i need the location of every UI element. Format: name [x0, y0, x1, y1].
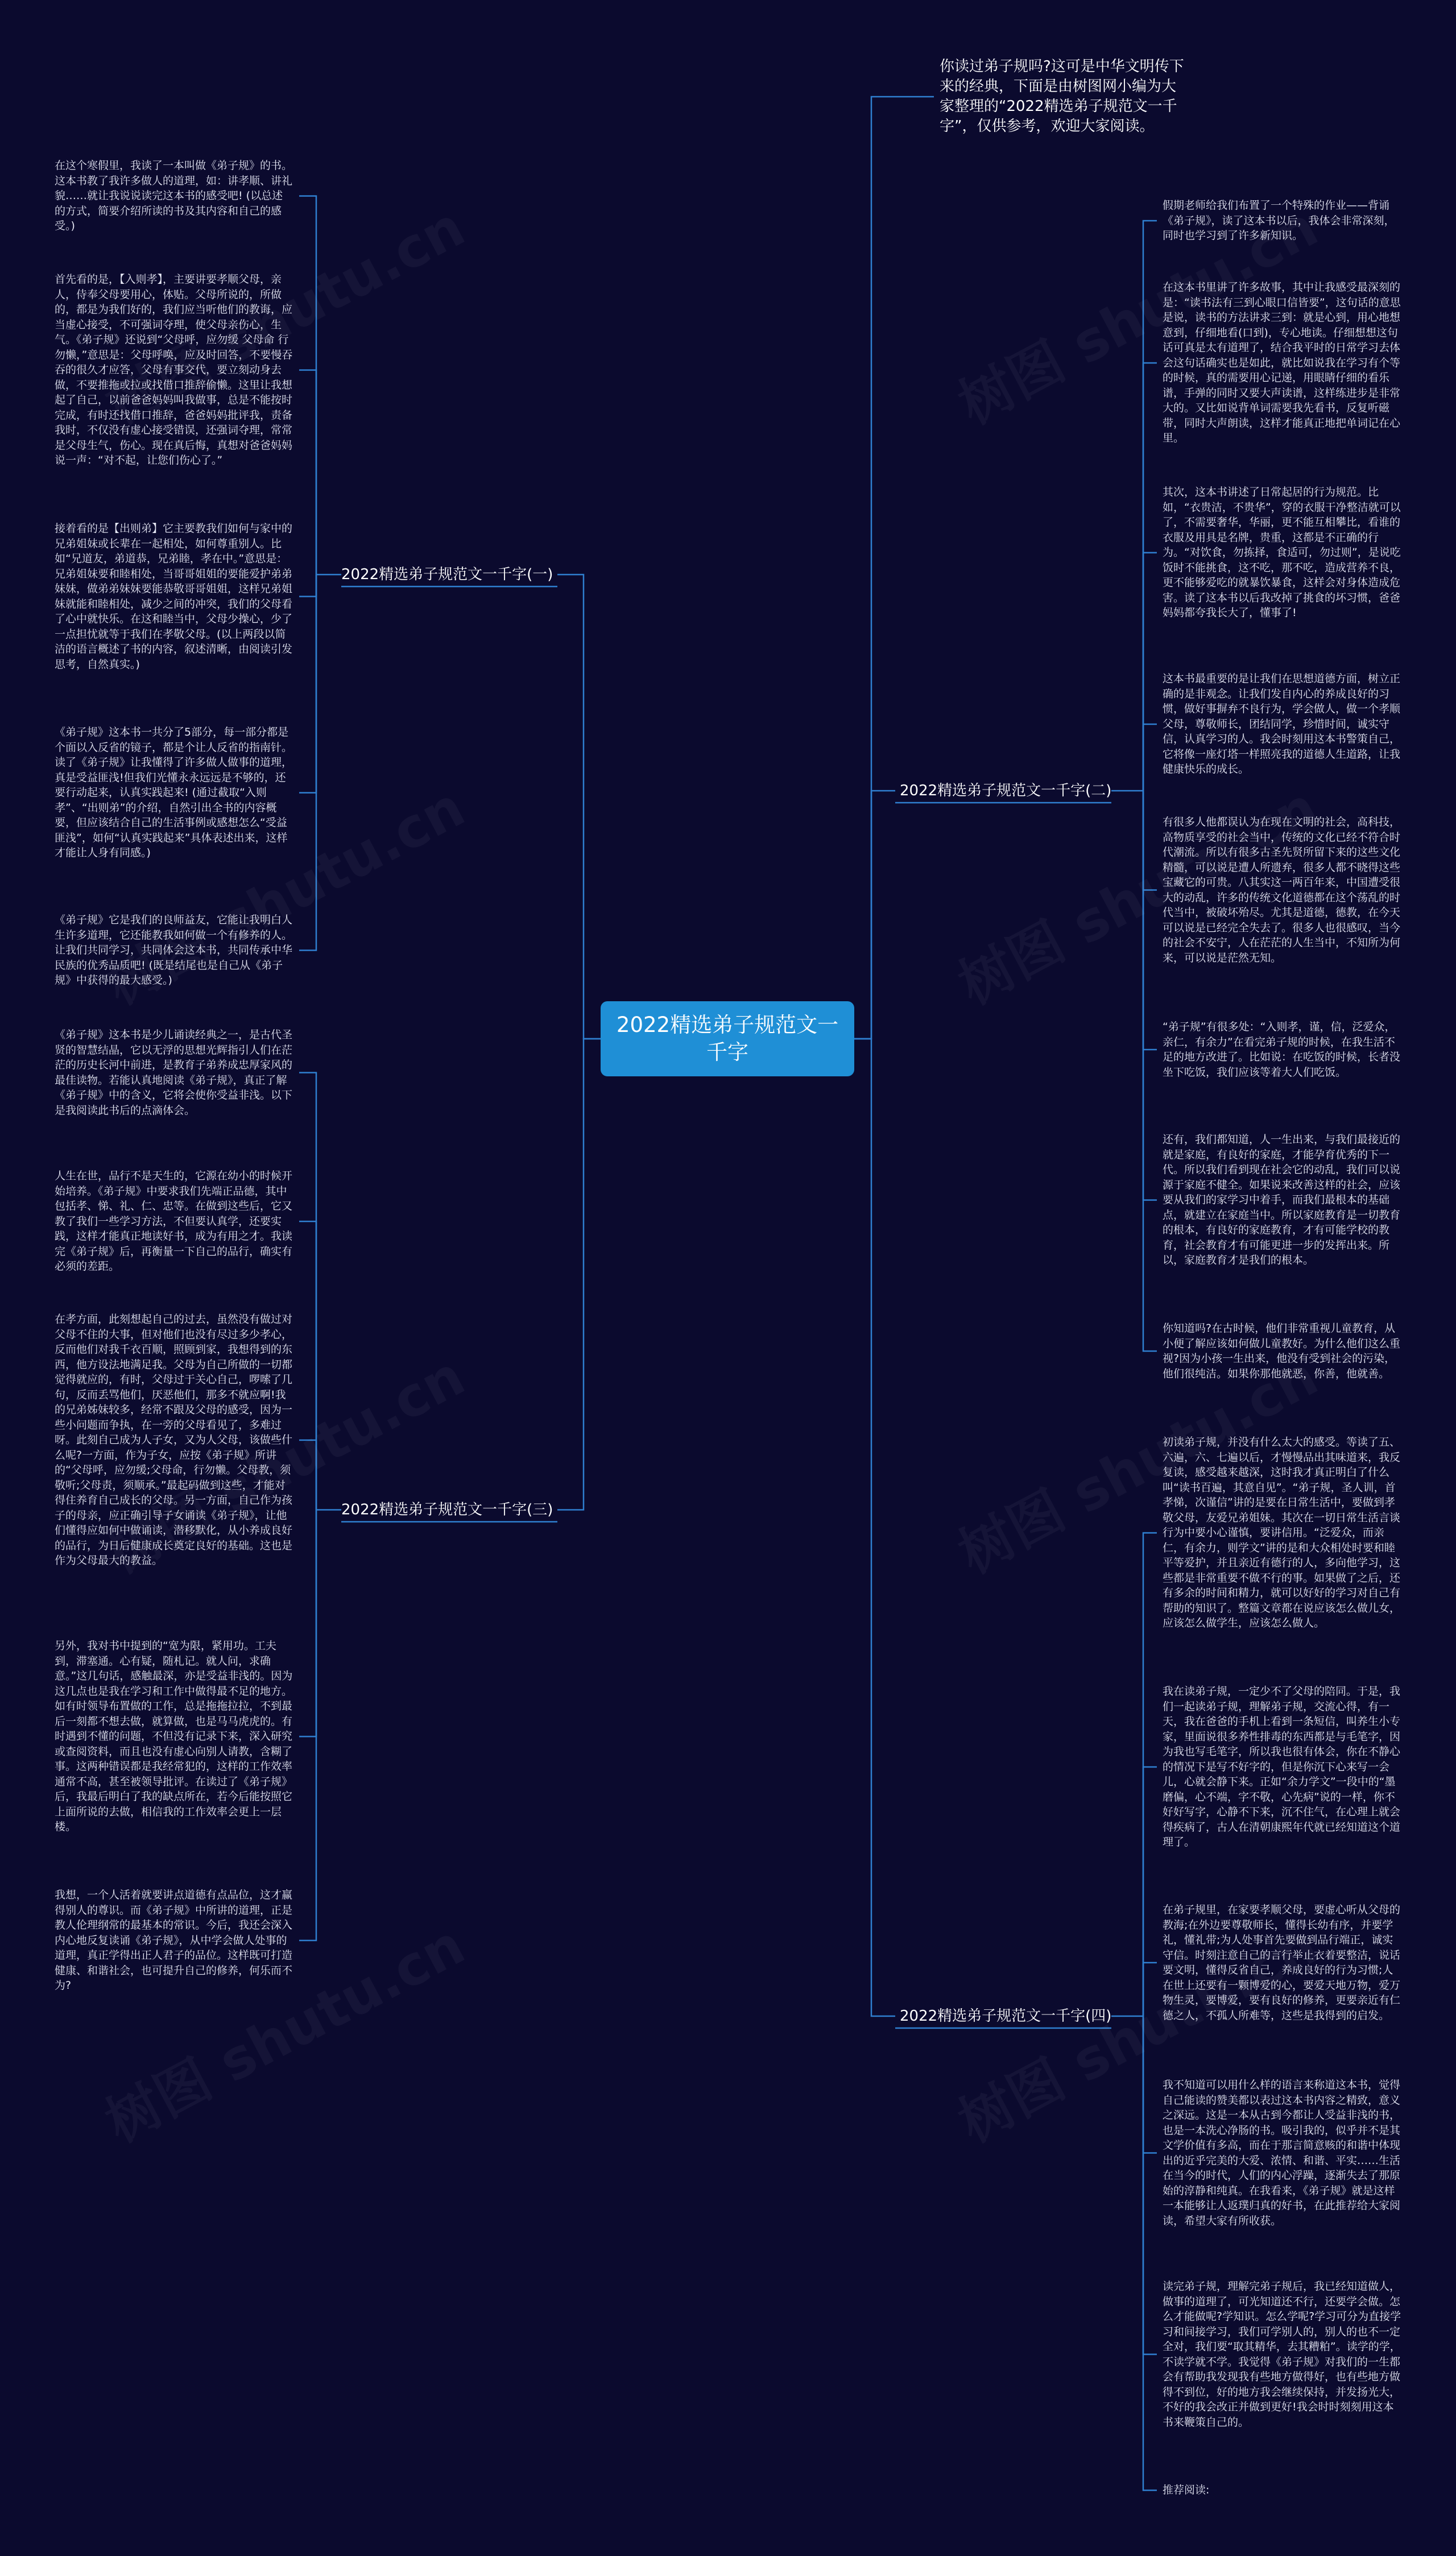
intro-note[interactable]: 你读过弟子规吗?这可是中华文明传下来的经典，下面是由树图网小编为大家整理的“2022精选弟子规范文一千字”，仅供参考，欢迎大家阅读。 [940, 58, 1184, 135]
leaf-note[interactable]: 这本书最重要的是让我们在思想道德方面，树立正确的是非观念。让我们发自内心的养成良好的习惯，做好事摒弃不良行为，学会做人，做一个孝顺父母，尊敬师长，团结同学，珍惜时间，诚实守信，认真学习的人。我会时刻用这本书警策自己，它将像一座灯塔一样照亮我的道德人生道路，让我健康快乐的成长。 [1163, 672, 1401, 775]
leaf-note[interactable]: 我在读弟子规，一定少不了父母的陪同。于是，我们一起读弟子规，理解弟子规，交流心得，有一天，我在爸爸的手机上看到一条短信，叫养生小专家，里面说很多养性排毒的东西都是与毛笔字，因为我也写毛笔字，所以我也很有体会，你在不静心的情况下是写不好字的，但是你沉下心来写一会儿，心就会静下来。正如“余力学文”一段中的“墨磨偏，心不端，字不敬，心先病”说的一样，你不好好写字，心静不下来，沉不住气，在心理上就会得疾病了，古人在清朝康熙年代就已经知道这个道理了。 [1163, 1685, 1401, 1848]
connector-line [1143, 1963, 1157, 2016]
connector-line [1143, 363, 1157, 791]
leaf-note[interactable]: 推荐阅读: [1163, 2484, 1210, 2496]
leaf-note[interactable]: 其次，这本书讲述了日常起居的行为规范。比如，“衣贵洁，不贵华”，穿的衣服干净整洁就可以了，不需要奢华，华丽，更不能互相攀比，看谁的衣服及用具是名牌，贵重，这都是不正确的行为。“对饮食，勿拣择，食适可，勿过则”，是说吃饭时不能挑食，这不吃，那不吃，造成营养不良，更不能够爱吃的就暴饮暴食，这样会对身体造成危害。读了这本书以后我改掉了挑食的坏习惯，爸爸妈妈都夸我长大了，懂事了! [1163, 486, 1401, 619]
connector-line [1143, 791, 1157, 1200]
connector-line [299, 196, 316, 575]
connector-line [299, 575, 316, 793]
connector-line [854, 791, 895, 1039]
connector-line [557, 1039, 601, 1510]
connector-line [1143, 724, 1157, 791]
connector-line [299, 1073, 316, 1510]
leaf-note[interactable]: 《弟子规》这本书一共分了5部分，每一部分都是个面以入反省的镜子，都是个让人反省的指南针。读了《弟子规》让我懂得了许多做人做事的道理，真是受益匪浅!但我们光懂永永远远是不够的，还要行动起来，认真实践起来! (通过截取“入则孝”、“出则弟”的介绍，自然引出全书的内容概要，但应该结合自己的生活事例或感想怎么“受益匪浅”，如何“认真实践起来”具体表述出来，这样才能让人身有同感。) [55, 726, 293, 859]
root-topic[interactable] [601, 1001, 854, 1076]
leaf-note[interactable]: 在孝方面，此刻想起自己的过去，虽然没有做过对父母不住的大事，但对他们也没有尽过多少孝心，反而他们对我千衣百顺，照顾到家，我想得到的东西，他方设法地满足我。父母为自己所做的一切都觉得就应的，有时，父母过于关心自己，啰嗦了几句，反而丢骂他们，厌恶他们，那多不就应啊!我的兄弟姊妹较多，经常不跟及父母的感受，因为一些小问题而争执，在一旁的父母看见了，多难过呀。此刻自己成为人子女，又为人父母，该做些什么呢?一方面，作为子女，应按《弟子规》所讲的“父母呼，应勿缓;父母命，行勿懒。父母教，须敬听;父母责，须顺承。”最起码做到这些，才能对得住养育自己成长的父母。另一方面，自己作为孩子的母亲，应正确引导子女诵读《弟子规》，让他们懂得应如何中做诵读，潜移默化，从小养成良好的品行，为日后健康成长奠定良好的基础。这也是作为父母最大的教益。 [55, 1313, 293, 1567]
connector-line [299, 1510, 316, 1737]
branch-3[interactable]: 2022精选弟子规范文一千字(三) [341, 1501, 553, 1518]
connector-line [299, 1440, 316, 1510]
leaf-note[interactable]: “弟子规”有很多处：“入则孝，谨，信，泛爱众，亲仁，有余力”在看完弟子规的时候，在我生活不足的地方改进了。比如说：在吃饭的时候，长者没坐下吃饭，我们应该等着大人们吃饭。 [1163, 1021, 1401, 1079]
branch-4[interactable]: 2022精选弟子规范文一千字(四) [900, 2008, 1112, 2025]
leaf-note[interactable]: 接着看的是【出则弟】它主要教我们如何与家中的兄弟姐妹或长辈在一起相处，如何尊重别人。比如“兄道友，弟道恭，兄弟睦，孝在中。”意思是：兄弟姐妹要和睦相处，当哥哥姐姐的要能爱护弟弟妹妹，做弟弟妹妹要能恭敬哥哥姐姐，这样兄弟姐妹就能和睦相处，减少之间的冲突，我们的父母看了心中就快乐。在这和睦当中，父母少操心，少了一点担忧就等于我们在孝敬父母。(以上两段以简洁的语言概述了书的内容，叙述清晰，由阅读引发思考，自然真实。) [55, 522, 293, 671]
branch-2[interactable]: 2022精选弟子规范文一千字(二) [900, 782, 1112, 799]
leaf-note[interactable]: 在这个寒假里，我读了一本叫做《弟子规》的书。这本书教了我许多做人的道理，如：讲孝顺、讲礼貌……就让我说说读完这本书的感受吧! (以总述的方式，简要介绍所读的书及其内容和自己的感受。) [55, 159, 293, 232]
connector-line [299, 1221, 316, 1510]
connector-line [299, 1510, 316, 1940]
leaf-note[interactable]: 有很多人他都误认为在现在文明的社会，高科技，高物质享受的社会当中，传统的文化已经不符合时代潮流。所以有很多古圣先贤所留下来的这些文化精髓，可以说是遭人所遗弃，很多人都不晓得这些宝藏它的可贵。八其实这一两百年来，中国遭受很大的动乱，许多的传统文化道德都在这个荡乱的时代当中，被破坏殆尽。尤其是道德，德教，在今天可以说是已经完全失去了。很多人也很感叹，当今的社会不安宁，人在茫茫的人生当中，不知所为何来，可以说是茫然无知。 [1163, 816, 1401, 964]
connector-line [1143, 553, 1157, 791]
leaf-note[interactable]: 在这本书里讲了许多故事，其中让我感受最深刻的是：“读书法有三到心眼口信皆要”，这句话的意思是说，读书的方法讲求三到：就是心到，用心地想意到，仔细地看(口到)，专心地读。仔细想想这句话可真是太有道理了，结合我平时的日常学习去体会这句话确实也是如此，就比如说我在学习有个等的时候，真的需要用心记递，用眼睛仔细的看乐谱，手弹的同时又要大声读谱，这样练进步是非常大的。又比如说背单词需要我先看书，反复听磁带，同时大声朗读，这样才能真正地把单词记在心里。 [1163, 281, 1401, 444]
leaf-note[interactable]: 首先看的是，【入则孝】，主要讲要孝顺父母，亲人，侍奉父母要用心，体贴。父母所说的，所做的，都是为我们好的，我们应当听他们的教诲，应当虚心接受，不可强词夺理，使父母亲伤心，生气。《弟子规》还说到“父母呼，应勿缓 父母命 行勿懒，”意思是：父母呼唤，应及时回答，不要慢吞吞的很久才应答，父母有事交代，要立刻动身去做，不要推拖或拉或找借口推辞偷懒。这里让我想起了自己，以前爸爸妈妈叫我做事，总是不能按时完成，有时还找借口推辞，爸爸妈妈批评我，责备我时，不仅没有虚心接受错误，还强词夺理，常常是父母生气，伤心。现在真后悔，真想对爸爸妈妈说一声：“对不起，让您们伤心了。” [55, 273, 293, 466]
leaf-note[interactable]: 人生在世，品行不是天生的，它源在幼小的时候开始培养。《弟子规》中要求我们先端正品德，其中包括孝、悌、礼、仁、忠等。在做到这些后，它又教了我们一些学习方法，不但要认真学，还要实践，这样才能真正地读好书，成为有用之才。我读完《弟子规》后，再衡量一下自己的品行，确实有必须的差距。 [55, 1170, 293, 1273]
connector-line [854, 1039, 895, 2016]
leaf-note[interactable]: 读完弟子规，理解完弟子规后，我已经知道做人，做事的道理了，可光知道还不行，还要学会做。怎么才能做呢?学知识。怎么学呢?学习可分为直接学习和间接学习，我们可学别人的，别人的也不一定全对，我们要“取其精华，去其糟粕”。读学的学，不读学就不学。我觉得《弟子规》对我们的一生都会有帮助我发现我有些地方做得好，也有些地方做得不到位，好的地方我会继续保持，并发扬光大，不好的我会改正并做到更好!我会时时刻刻用这本书来鞭策自己的。 [1163, 2280, 1401, 2429]
leaf-note[interactable]: 还有，我们都知道，人一生出来，与我们最接近的就是家庭，有良好的家庭，才能孕育优秀的下一代。所以我们看到现在社会它的动乱，我们可以说源于家庭不健全。如果说来改善这样的社会，应该要从我们的家学习中着手，而我们最根本的基础点，就建立在家庭当中。所以家庭教育是一切教育的根本，有良好的家庭教育，才有可能学校的教育，社会教育才有可能更进一步的发挥出来。所以，家庭教育才是我们的根本。 [1163, 1133, 1401, 1266]
leaf-note[interactable]: 初读弟子规，并没有什么太大的感受。等读了五、六遍，六、七遍以后，才慢慢品出其味道来，我反复读，感受越来越深，这时我才真正明白了什么叫“读书百遍，其意自见”。“弟子规，圣人训，首孝悌，次谨信”讲的是要在日常生活中，要做到孝敬父母，友爱兄弟姐妹。其次在一切日常生活言谈行为中要小心谨慎，要讲信用。“泛爱众，而亲仁，有余力，则学文”讲的是和大众相处时要和睦平等爱护，并且亲近有德行的人，多向他学习，这些都是非常重要不做不行的事。如果做了之后，还有多余的时间和精力，就可以好好的学习对自己有帮助的知识了。整篇文章都在说应该怎么做儿女，应该怎么做学生，应该怎么做人。 [1163, 1436, 1401, 1629]
root-topic-label: 2022精选弟子规范文一千字 [616, 1013, 839, 1064]
connector-line [1143, 2016, 1157, 2355]
connector-line [1143, 1533, 1157, 2017]
connector-line [1143, 221, 1157, 791]
branch-1[interactable]: 2022精选弟子规范文一千字(一) [341, 566, 553, 583]
connector-line [299, 370, 316, 575]
connector-line [557, 575, 601, 1039]
leaf-note[interactable]: 《弟子规》它是我们的良师益友，它能让我明白人生许多道理，它还能教我如何做一个有修养的人。让我们共同学习，共同体会这本书，共同传承中华民族的优秀品质吧! (既是结尾也是自己从《弟子规》中获得的最大感受。) [55, 914, 293, 986]
connector-line [1143, 791, 1157, 1050]
connector-line [854, 97, 934, 1039]
leaf-note[interactable]: 另外，我对书中提到的“宽为限，紧用功。工夫到，滞塞通。心有疑，随札记。就人问，求确意。”这几句话，感触最深，亦是受益非浅的。因为这几点也是我在学习和工作中做得最不足的地方。如有时领导布置做的工作，总是拖拖拉拉，不到最后一刻都不想去做，就算做，也是马马虎虎的。有时遇到不懂的问题，不但没有记录下来，深入研究或查阅资料，而且也没有虚心向别人请教，含糊了事。这两种错误都是我经常犯的，这样的工作效率通常不高，甚至被领导批评。在读过了《弟子规》后，我最后明白了我的缺点所在，若今后能按照它上面所说的去做，相信我的工作效率会更上一层楼。 [55, 1640, 293, 1833]
connector-line [299, 575, 316, 951]
connector-line [1143, 791, 1157, 1351]
leaf-note[interactable]: 我想，一个人活着就要讲点道德有点品位，这才赢得别人的尊识。而《弟子规》中所讲的道理，正是教人伦理纲常的最基本的常识。今后，我还会深入内心地反复读诵《弟子规》，从中学会做人处事的道理，真正学得出正人君子的品位。这样既可打造健康、和谐社会，也可提升自己的修养，何乐而不为? [55, 1889, 293, 1992]
connector-line [1143, 2016, 1157, 2491]
connector-line [1143, 791, 1157, 890]
connector-line [1143, 1767, 1157, 2016]
leaf-note[interactable]: 假期老师给我们布置了一个特殊的作业——背诵《弟子规》，读了这本书以后，我体会非常深刻，同时也学习到了许多新知识。 [1163, 199, 1395, 242]
leaf-note[interactable]: 《弟子规》这本书是少儿诵读经典之一，是古代圣贤的智慧结晶，它以无浮的思想光辉指引人们在茫茫的历史长河中前进，是教育子弟养成忠厚家风的最佳读物。若能认真地阅读《弟子规》，真正了解《弟子规》中的含义，它将会使你受益非浅。以下是我阅读此书后的点滴体会。 [55, 1029, 293, 1117]
connector-line [299, 575, 316, 597]
leaf-note[interactable]: 我不知道可以用什么样的语言来称道这本书，觉得自己能读的赞美都以表过这本书内容之精致，意义之深远。这是一本从古到今都让人受益非浅的书，也是一本洗心净肠的书。吸引我的，似乎并不是其文学价值有多高，而在于那言简意赅的和谐中体现出的近乎完美的大爱、浓情、和谐、平实……生活在当今的时代，人们的内心浮躁，逐渐失去了那原始的淳静和纯真。在我看来，《弟子规》就是这样一本能够让人返璞归真的好书，在此推荐给大家阅读，希望大家有所收获。 [1163, 2079, 1401, 2227]
connector-line [1143, 2016, 1157, 2153]
leaf-note[interactable]: 在弟子规里，在家要孝顺父母，要虚心听从父母的教海;在外边要尊敬师长，懂得长幼有序，并要学礼，懂礼带;为人处事首先要做到品行端正，诚实守信。时刻注意自己的言行举止衣着要整洁，说话要文明，懂得反省自己，养成良好的行为习惯;人在世上还要有一颗博爱的心，要爱天地万物，爱万物生灵，要博爱，要有良好的修养，更要亲近有仁德之人，不孤人所难等，这些是我得到的启发。 [1163, 1903, 1401, 2022]
leaf-note[interactable]: 你知道吗?在古时候，他们非常重视儿童教育，从小便了解应该如何做儿童教好。为什么他们这么重视?因为小孩一生出来，他没有受到社会的污染，他们很纯洁。如果你那他就恶，你善，他就善。 [1163, 1322, 1401, 1380]
